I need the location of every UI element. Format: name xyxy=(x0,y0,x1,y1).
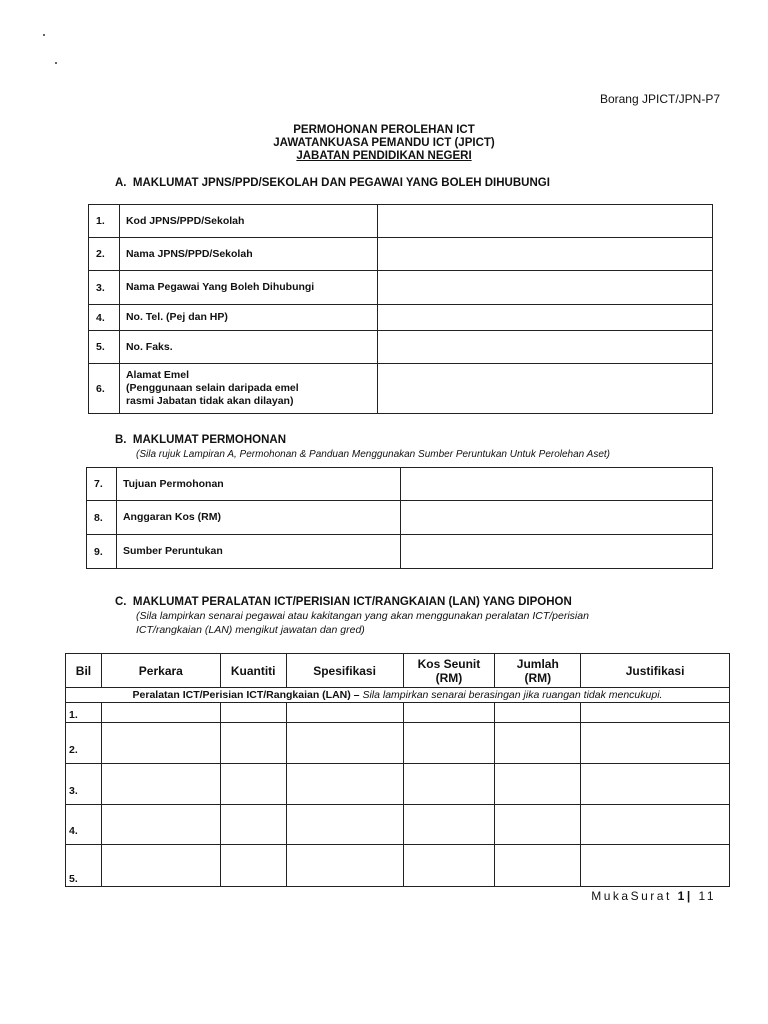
table-row xyxy=(66,703,730,723)
table-row xyxy=(66,764,730,805)
field-label: Sumber Peruntukan xyxy=(116,535,400,569)
cell-kos-seunit[interactable] xyxy=(403,764,495,805)
field-input-kod[interactable] xyxy=(377,205,712,238)
field-input-tel[interactable] xyxy=(377,305,712,331)
field-label xyxy=(119,364,377,414)
table-row xyxy=(66,723,730,764)
cell-perkara[interactable] xyxy=(101,764,220,805)
form-title-line2: JAWATANKUASA PEMANDU ICT (JPICT) xyxy=(273,137,495,149)
column-header-jumlah-line2: (RM) xyxy=(524,670,552,685)
cell-spesifikasi[interactable] xyxy=(286,764,403,805)
field-label: Kod JPNS/PPD/Sekolah xyxy=(119,205,377,238)
row-number: 5. xyxy=(89,331,120,364)
cell-kuantiti[interactable] xyxy=(220,845,286,887)
column-header-kuantiti: Kuantiti xyxy=(220,654,286,688)
row-number: 1. xyxy=(89,205,120,238)
cell-justifikasi[interactable] xyxy=(581,805,730,845)
column-header-kos-line1: Kos Seunit xyxy=(417,656,481,671)
table-row xyxy=(66,845,730,887)
section-c-table xyxy=(65,653,730,887)
table-header-row xyxy=(66,654,730,688)
cell-justifikasi[interactable] xyxy=(581,723,730,764)
table-row xyxy=(87,535,713,569)
scan-speck xyxy=(55,62,57,64)
page-number xyxy=(540,889,716,903)
row-number: 2. xyxy=(66,723,102,764)
section-b-note: (Sila rujuk Lampiran A, Permohonan & Panduan Menggunakan Sumber Peruntukan Untuk Perolehan Aset) xyxy=(136,449,610,460)
field-label: No. Faks. xyxy=(119,331,377,364)
section-b-heading: B. MAKLUMAT PERMOHONAN xyxy=(115,434,286,446)
field-input-faks[interactable] xyxy=(377,331,712,364)
table-row xyxy=(89,331,713,364)
table-row xyxy=(87,468,713,501)
section-a-heading: A. MAKLUMAT JPNS/PPD/SEKOLAH DAN PEGAWAI YANG BOLEH DIHUBUNGI xyxy=(115,177,550,189)
table-row xyxy=(89,238,713,271)
field-label-line1: Alamat Emel xyxy=(125,369,189,381)
field-input-pegawai[interactable] xyxy=(377,271,712,305)
table-row xyxy=(89,271,713,305)
cell-justifikasi[interactable] xyxy=(581,845,730,887)
cell-kuantiti[interactable] xyxy=(220,703,286,723)
cell-jumlah[interactable] xyxy=(495,845,581,887)
cell-spesifikasi[interactable] xyxy=(286,805,403,845)
cell-justifikasi[interactable] xyxy=(581,764,730,805)
cell-justifikasi[interactable] xyxy=(581,703,730,723)
row-number: 8. xyxy=(87,501,117,535)
section-c-note-line2: ICT/rangkaian (LAN) mengikut jawatan dan gred) xyxy=(136,624,365,636)
row-number: 3. xyxy=(89,271,120,305)
section-b-table xyxy=(86,467,713,569)
row-number: 7. xyxy=(87,468,117,501)
table-row xyxy=(87,501,713,535)
field-label: Tujuan Permohonan xyxy=(116,468,400,501)
form-title-line3 xyxy=(0,150,768,163)
cell-perkara[interactable] xyxy=(101,703,220,723)
page-label: MukaSurat xyxy=(591,889,672,903)
field-label: No. Tel. (Pej dan HP) xyxy=(119,305,377,331)
field-label: Nama Pegawai Yang Boleh Dihubungi xyxy=(119,271,377,305)
table-row xyxy=(89,305,713,331)
cell-perkara[interactable] xyxy=(101,805,220,845)
cell-spesifikasi[interactable] xyxy=(286,845,403,887)
row-number: 5. xyxy=(66,845,102,887)
row-number: 4. xyxy=(66,805,102,845)
row-number: 3. xyxy=(66,764,102,805)
table-row xyxy=(89,364,713,414)
field-label: Anggaran Kos (RM) xyxy=(116,501,400,535)
cell-kuantiti[interactable] xyxy=(220,764,286,805)
column-header-jumlah xyxy=(495,654,581,688)
column-header-bil: Bil xyxy=(66,654,102,688)
cell-jumlah[interactable] xyxy=(495,703,581,723)
cell-kuantiti[interactable] xyxy=(220,805,286,845)
page-current: 1 xyxy=(677,889,687,903)
cell-kos-seunit[interactable] xyxy=(403,845,495,887)
cell-kos-seunit[interactable] xyxy=(403,703,495,723)
column-header-perkara: Perkara xyxy=(101,654,220,688)
row-number: 9. xyxy=(87,535,117,569)
cell-kos-seunit[interactable] xyxy=(403,723,495,764)
cell-spesifikasi[interactable] xyxy=(286,703,403,723)
table-subheader-row xyxy=(66,688,730,703)
cell-jumlah[interactable] xyxy=(495,805,581,845)
field-label: Nama JPNS/PPD/Sekolah xyxy=(119,238,377,271)
row-number: 4. xyxy=(89,305,120,331)
cell-kuantiti[interactable] xyxy=(220,723,286,764)
field-input-tujuan[interactable] xyxy=(400,468,712,501)
form-title-line1: PERMOHONAN PEROLEHAN ICT xyxy=(293,124,475,136)
cell-spesifikasi[interactable] xyxy=(286,723,403,764)
cell-jumlah[interactable] xyxy=(495,764,581,805)
column-header-spesifikasi: Spesifikasi xyxy=(286,654,403,688)
section-c-note-line1: (Sila lampirkan senarai pegawai atau kakitangan yang akan menggunakan peralatan ICT/perisian xyxy=(136,610,589,622)
column-header-kos-seunit xyxy=(403,654,495,688)
page-separator: | xyxy=(686,889,693,903)
row-number: 6. xyxy=(89,364,120,414)
field-label-line2: (Penggunaan selain daripada emel xyxy=(125,382,299,394)
field-input-anggaran[interactable] xyxy=(400,501,712,535)
table-row xyxy=(89,205,713,238)
field-input-emel[interactable] xyxy=(377,364,712,414)
cell-perkara[interactable] xyxy=(101,723,220,764)
field-input-sumber[interactable] xyxy=(400,535,712,569)
cell-perkara[interactable] xyxy=(101,845,220,887)
section-c-heading: C. MAKLUMAT PERALATAN ICT/PERISIAN ICT/RANGKAIAN (LAN) YANG DIPOHON xyxy=(115,596,572,608)
table-row xyxy=(66,805,730,845)
row-number: 2. xyxy=(89,238,120,271)
field-input-nama[interactable] xyxy=(377,238,712,271)
section-a-table xyxy=(88,204,713,414)
column-header-kos-line2: (RM) xyxy=(435,670,463,685)
scan-speck xyxy=(43,34,45,36)
table-subheader xyxy=(66,688,730,703)
department-name: JABATAN PENDIDIKAN NEGERI xyxy=(296,150,472,162)
form-code: Borang JPICT/JPN-P7 xyxy=(599,92,720,106)
cell-jumlah[interactable] xyxy=(495,723,581,764)
page-total: 11 xyxy=(698,889,716,903)
column-header-justifikasi: Justifikasi xyxy=(581,654,730,688)
row-number: 1. xyxy=(66,703,102,723)
cell-kos-seunit[interactable] xyxy=(403,805,495,845)
column-header-jumlah-line1: Jumlah xyxy=(516,656,559,671)
subheader-bold-text: Peralatan ICT/Perisian ICT/Rangkaian (LAN) – xyxy=(132,689,363,701)
subheader-italic-text: Sila lampirkan senarai berasingan jika ruangan tidak mencukupi. xyxy=(362,689,663,701)
field-label-line3: rasmi Jabatan tidak akan dilayan) xyxy=(125,395,294,407)
